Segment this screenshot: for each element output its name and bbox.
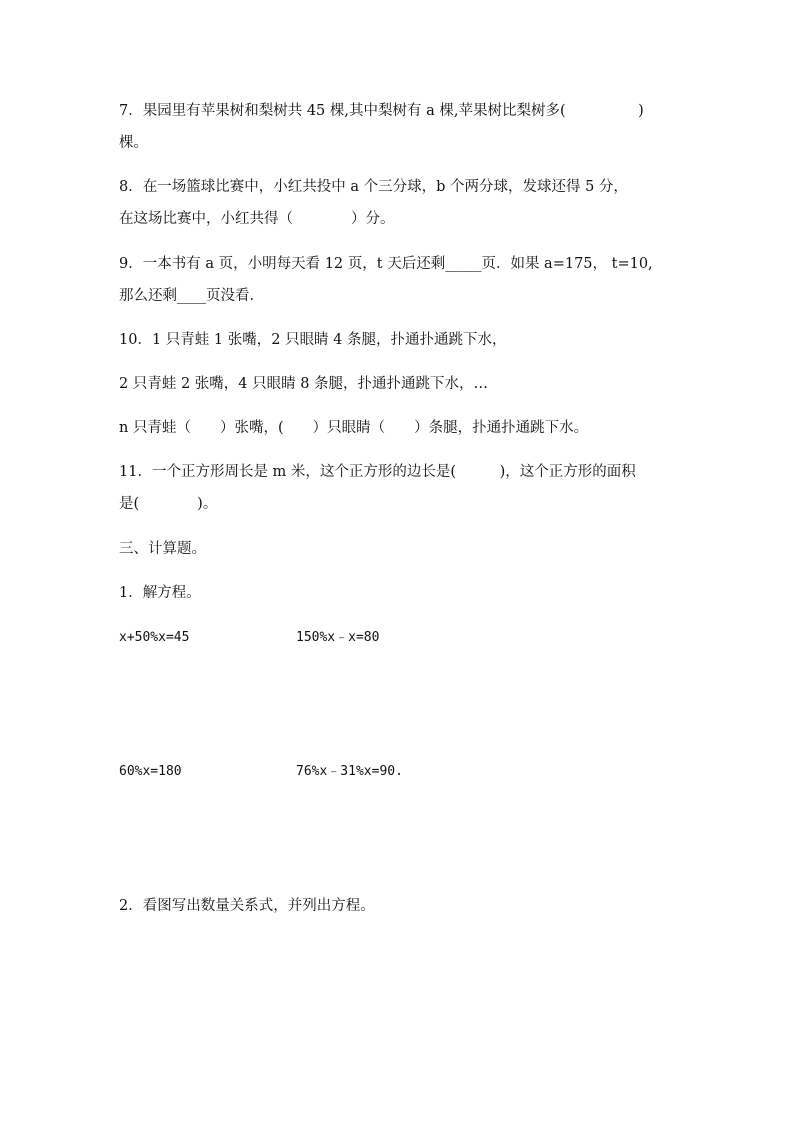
equation-2: 150%x﹣x=80 (296, 630, 380, 645)
question-7-line-1: 7．果园里有苹果树和梨树共 45 棵,其中梨树有 a 棵,苹果树比梨树多( ) (119, 103, 644, 119)
question-8-line-1: 8．在一场篮球比赛中，小红共投中 a 个三分球，b 个两分球，发球还得 5 分， (119, 179, 628, 195)
question-8-line-2: 在这场比赛中，小红共得（ ）分。 (119, 211, 395, 227)
section-3-title: 三、计算题。 (119, 541, 206, 557)
question-10-line-2: 2 只青蛙 2 张嘴，4 只眼睛 8 条腿，扑通扑通跳下水，… (119, 376, 489, 392)
equation-1: x+50%x=45 (119, 630, 190, 645)
problem-1-title: 1．解方程。 (119, 585, 201, 601)
question-7-line-2: 棵。 (119, 135, 148, 151)
question-9-line-1: 9．一本书有 a 页，小明每天看 12 页，t 天后还剩_____页．如果 a=175， t=10, (119, 256, 653, 272)
question-11-line-1: 11．一个正方形周长是 m 米，这个正方形的边长是( )，这个正方形的面积 (119, 464, 636, 480)
equation-3: 60%x=180 (119, 764, 182, 779)
equation-4: 76%x﹣31%x=90. (296, 764, 403, 779)
problem-2-title: 2．看图写出数量关系式，并列出方程。 (119, 898, 375, 914)
question-10-line-3: n 只青蛙（ ）张嘴，( ）只眼睛（ ）条腿，扑通扑通跳下水。 (119, 420, 589, 436)
question-10-line-1: 10．1 只青蛙 1 张嘴，2 只眼睛 4 条腿，扑通扑通跳下水， (119, 332, 507, 348)
question-9-line-2: 那么还剩____页没看． (119, 288, 264, 304)
question-11-line-2: 是( )。 (119, 496, 218, 512)
